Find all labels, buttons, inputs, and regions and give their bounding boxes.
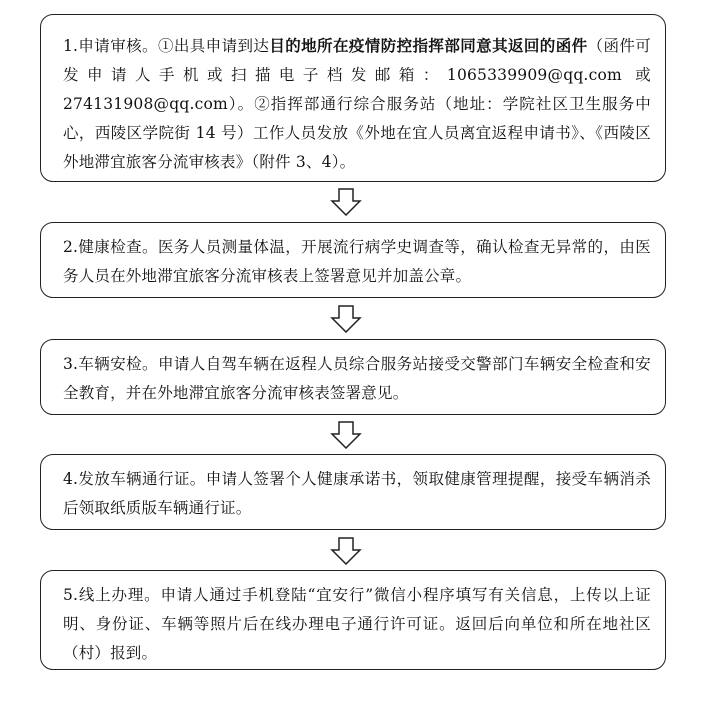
step-2-health-check: [40, 222, 666, 298]
down-arrow-icon: [330, 537, 362, 565]
step-4-issue-vehicle-pass: [40, 454, 666, 530]
step-1-application-review: [40, 14, 666, 182]
down-arrow-icon: [330, 421, 362, 449]
step-4-text: 4.发放车辆通行证。申请人签署个人健康承诺书，领取健康管理提醒，接受车辆消杀后领取纸质版车辆通行证。: [63, 470, 651, 517]
step-1-intro: 1.申请审核。①出具申请到达: [63, 37, 270, 55]
down-arrow-icon: [330, 305, 362, 333]
step-3-vehicle-inspection: [40, 339, 666, 415]
step-1-text: [63, 31, 651, 177]
down-arrow-icon: [330, 188, 362, 216]
step-5-online-processing: [40, 570, 666, 670]
step-1-bold-text: 目的地所在疫情防控指挥部同意其返回的函件: [269, 36, 588, 55]
step-5-text: 5.线上办理。申请人通过手机登陆“宜安行”微信小程序填写有关信息，上传以上证明、身份证、车辆等照片后在线办理电子通行许可证。返回后向单位和所在地社区（村）报到。: [63, 586, 651, 662]
step-3-text: 3.车辆安检。申请人自驾车辆在返程人员综合服务站接受交警部门车辆安全检查和安全教育，并在外地滞宜旅客分流审核表签署意见。: [63, 355, 651, 402]
step-2-text: 2.健康检查。医务人员测量体温，开展流行病学史调查等，确认检查无异常的，由医务人员在外地滞宜旅客分流审核表上签署意见并加盖公章。: [63, 238, 651, 285]
step-1-details: （函件可发申请人手机或扫描电子档发邮箱：1065339909@qq.com 或 274131908@qq.com）。②指挥部通行综合服务站（地址：学院社区卫生服务中心，西陵区学院街 14 号）工作人员发放《外地在宜人员离宜返程申请书》、《西陵区外地滞宜旅客分流审核表》（附件 3、4）。: [63, 37, 651, 171]
